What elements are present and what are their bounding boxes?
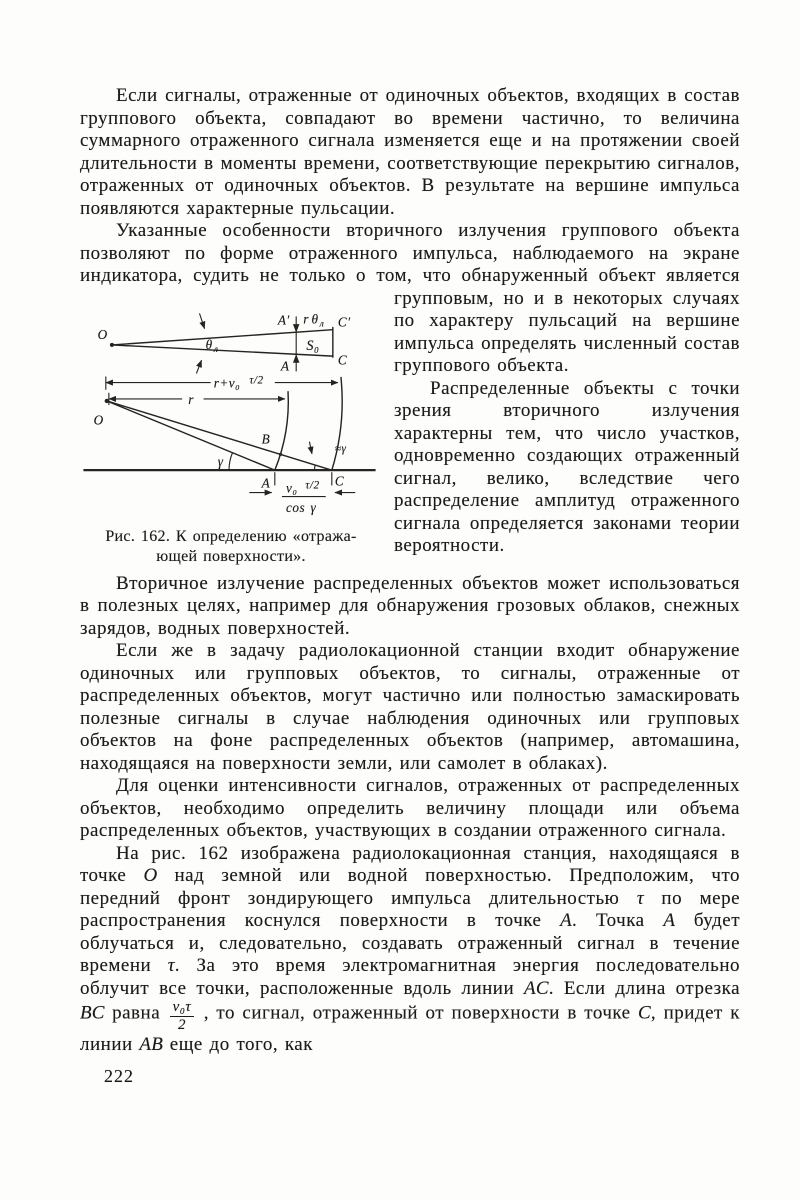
label-o-top: O [97,326,108,342]
label-o-bottom: O [93,411,104,427]
label-rtheta-r: r [303,311,309,327]
label-dim2-r: r [188,391,194,407]
label-approx-gamma: ≈γ [334,442,347,455]
paragraph-2-text-after-figure: объект является групповым, но и в некоторых случаях по характеру пульсаций на вершине импульса определять численный состав группового объекта. [394,265,740,376]
paragraph-3-text: Распределенные объекты с точки зрения вторичного излучения характерны тем, что число участков, одновременно создающих отраженный сигнал, велико, вследствие чего распределение амплитуд отраженного сигнала определяется законами теории вероятности. [394,377,740,556]
label-b: B [261,431,271,447]
paragraph-5-text: Если же в задачу радиолокационной станции входит обнаружение одиночных или групповых объектов, то сигналы, отраженные от распределенных объектов, могут частично или полностью замаскировать полезные сигналы в случае наблюдения одиночных или групповых объектов на фоне распределенных объектов (например, автомашина, находящаяся на поверхности земли, или самолет в облаках). [80,640,740,774]
label-c-top: C [337,351,348,367]
paragraph-4-text: Вторичное излучение распределенных объектов может использоваться в полезных целях, например для обнаружения грозовых облаков, снежных зарядов, водных поверхностей. [80,572,740,639]
paragraph-4 [80,573,740,641]
label-a-top: A [280,357,290,373]
label-c-prime: C′ [337,314,351,330]
label-rtheta-sub: л [319,318,325,330]
paragraph-5 [80,640,740,775]
label-a-prime: A′ [277,312,290,328]
figure-caption-line2: ющей поверхности». [156,547,306,565]
paragraph-7: На рис. 162 изображена радиолокационная станция, находящаяся в точке O над земной или водной поверхностью. Предположим, что передний фронт зондирующего импульса длительностью τ по мере распространения коснулся поверхности в точке A. Точка A будет облучаться и, следовательно, создавать отраженный сигнал в течение времени τ. За это время электромагнитная энергия последовательно облучит все точки, расположенные вдоль линии AC. Если длина отрезка BC равна $\frac{\text{v₀τ}}{2}$ , то сигнал, отраженный от поверхности в точке C, придет к линии AB еще до того, как [80,842,741,1055]
label-frac-num-v: v₀ [286,480,298,496]
label-theta: θ [205,336,213,352]
page-content [80,85,740,1087]
paragraph-6-text: Для оценки интенсивности сигналов, отраженных от распределенных объектов, необходимо определить величину площади или объема распределенных объектов, участвующих в создании отраженного сигнала. [80,775,740,841]
label-frac-num-t: τ/2 [305,478,320,491]
surface-geometry-diagram [83,377,375,514]
label-dim1-frac: τ/2 [249,374,264,387]
figure-162 [80,292,382,567]
figure-caption-line1: Рис. 162. К определению «отража- [105,527,357,545]
label-rtheta-theta: θ [311,311,319,327]
top-wedge-diagram [98,311,352,373]
label-s0: S₀ [306,337,320,354]
dimension-lines [106,374,338,406]
page-number: 222 [104,1066,134,1087]
figure-caption [80,527,382,567]
label-theta-sub: л [213,343,219,355]
figure-162-diagram [80,292,378,518]
paragraph-1-text: Если сигналы, отраженные от одиночных объектов, входящих в состав группового объекта, совпадают во времени частично, то величина суммарного отраженного сигнала изменяется еще и на протяжении своей длительности в моменты времени, соответствующие перекрытию сигналов, отраженных от одиночных объектов. В результате на вершине импульса появляются характерные пульсации. [80,85,740,219]
paragraph-1 [80,85,740,220]
label-c-bottom: C [334,472,345,488]
label-a-bottom: A [261,474,271,490]
label-gamma: γ [217,453,224,469]
paragraph-6 [80,775,740,843]
paragraph-2-text-before-figure: Указанные особенности вторичного излучения группового объекта позволяют по форме отраженного импульса, наблюдаемого на экране индикатора, судить не только о том, что обнаруженный [80,220,740,286]
label-dim1: r+v₀ [213,375,241,391]
label-frac-den: cos γ [286,499,317,515]
